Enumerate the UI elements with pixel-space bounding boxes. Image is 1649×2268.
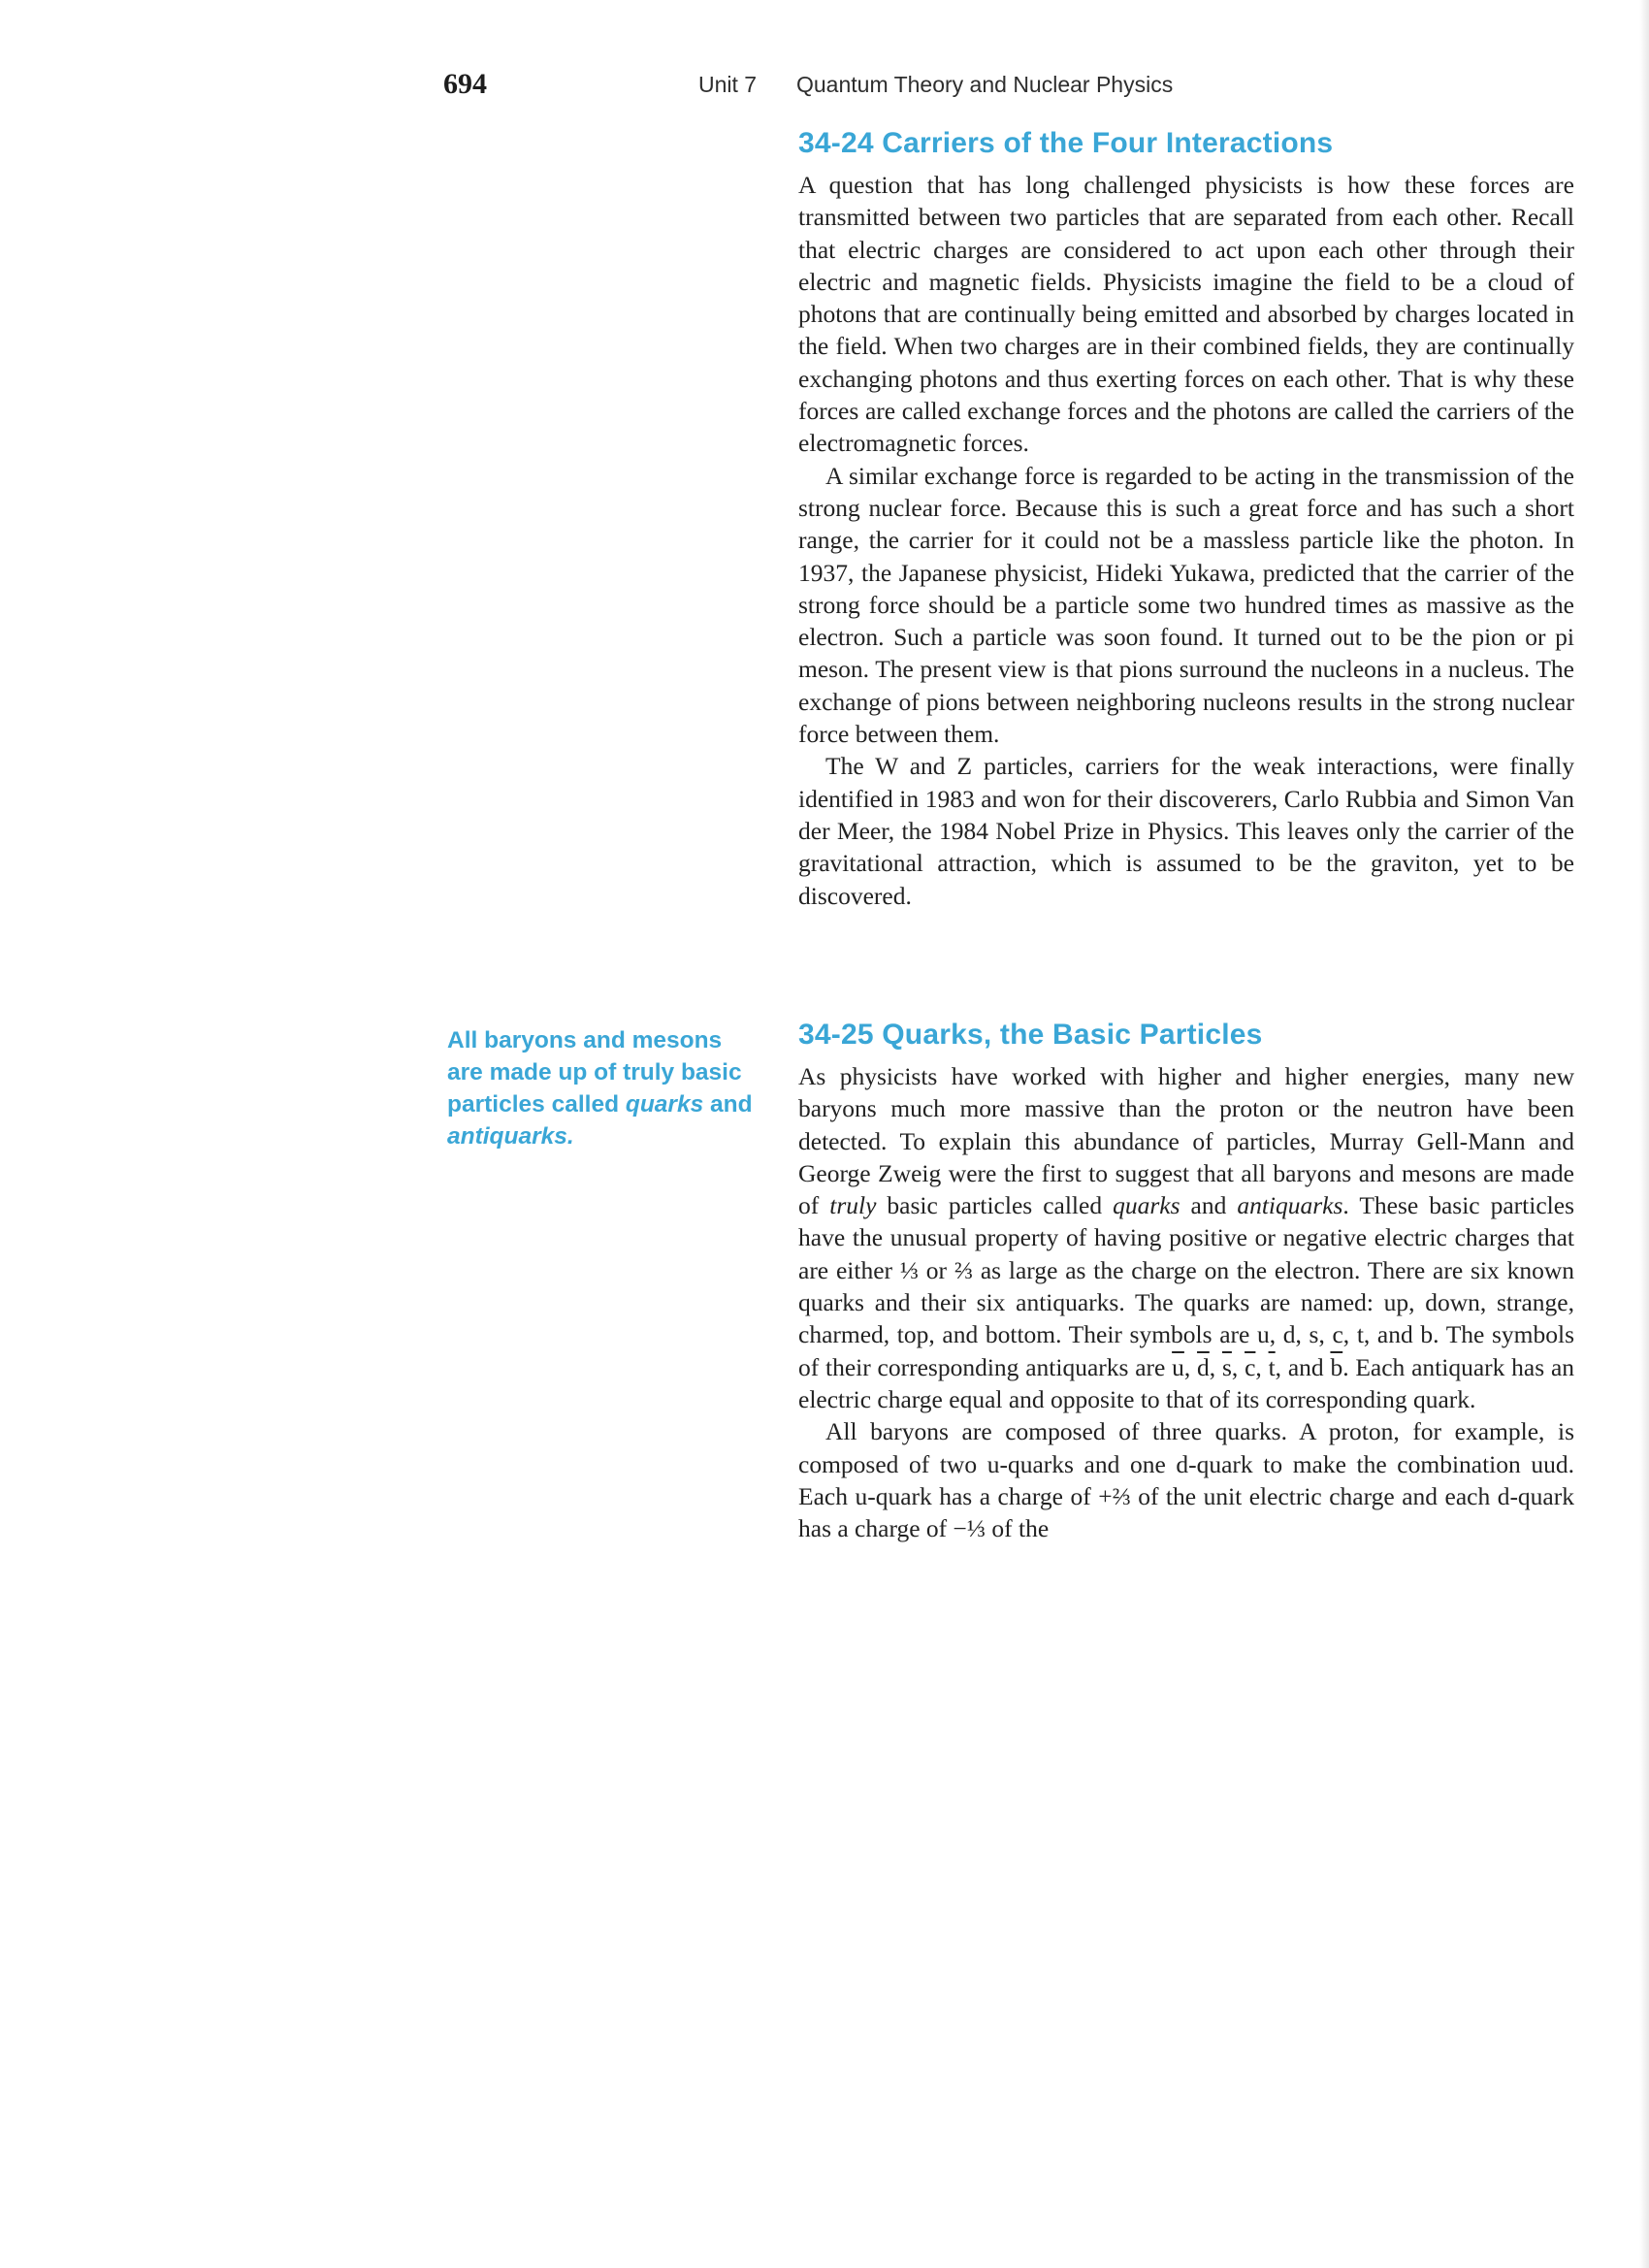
text-run: and bbox=[1180, 1191, 1238, 1220]
unit-label: Unit 7 bbox=[698, 72, 758, 97]
antiquark-symbol: $\overline{t}$ bbox=[1268, 1352, 1276, 1381]
separator: , and bbox=[1275, 1352, 1331, 1381]
paragraph bbox=[798, 1060, 1574, 1415]
antiquark-symbol: $\overline{b}$ bbox=[1330, 1352, 1343, 1381]
text-run: As physicists have worked with higher and higher energies, many new baryons much more massive than the proton or the neutron have been detected. To explain this abundance of particles, Murray Gell-Mann and George Zweig were the first to suggest that all baryons and mesons are made of bbox=[798, 1062, 1574, 1220]
paragraph: The W and Z particles, carriers for the weak interactions, were finally identified in 1983 and won for their discoverers, Carlo Rubbia and Simon Van der Meer, the 1984 Nobel Prize in Physics. This leaves only the carrier of the gravitational attraction, which is assumed to be the graviton, yet to be discovered. bbox=[798, 752, 1574, 910]
text-run: . These basic particles have the unusual property of having positive or negative electric charges that are either ⅓ or ⅔ as large as the charge on the electron. There are six known quarks and their six antiquarks. The quarks are named: up, down, strange, charmed, top, and bottom. Their symbols are u, d, s, c, t, and b. The symbols of their corresponding antiquarks are bbox=[798, 1191, 1574, 1381]
margin-note-quarks: quarks bbox=[625, 1091, 704, 1118]
separator: , bbox=[1255, 1352, 1269, 1381]
margin-note-and: and bbox=[703, 1091, 753, 1118]
paragraph: A similar exchange force is regarded to be acting in the transmission of the strong nuclear force. Because this is such a great force and has such a short range, the carrier for it could not be a massless particle like the photon. In 1937, the Japanese physicist, Hideki Yukawa, predicted that the carrier of the strong force should be a particle some two hundred times as massive as the electron. Such a particle was soon found. It turned out to be the pion or pi meson. The present view is that pions surround the nucleons in a nucleus. The exchange of pions between neighboring nucleons results in the strong nuclear force between them. bbox=[798, 461, 1574, 749]
paragraph: A question that has long challenged physicists is how these forces are transmitted between two particles that are separated from each other. Recall that electric charges are considered to act upon each other through their electric and magnetic fields. Physicists imagine the field to be a cloud of photons that are continually being emitted and absorbed by charges located in the field. When two charges are in their combined fields, they are continually exchanging photons and thus exerting forces on each other. That is why these forces are called exchange forces and the photons are called the carriers of the electromagnetic forces. bbox=[798, 171, 1574, 458]
unit-title: Quantum Theory and Nuclear Physics bbox=[796, 72, 1174, 97]
section-title: 34-24 Carriers of the Four Interactions bbox=[798, 127, 1334, 159]
emphasis-antiquarks: antiquarks bbox=[1237, 1191, 1343, 1220]
section-title: 34-25 Quarks, the Basic Particles bbox=[798, 1019, 1263, 1051]
emphasis-quarks: quarks bbox=[1113, 1191, 1180, 1220]
separator: , bbox=[1209, 1352, 1222, 1381]
margin-note bbox=[447, 1024, 758, 1152]
separator: , bbox=[1231, 1352, 1245, 1381]
page-number: 694 bbox=[443, 68, 487, 100]
paper-edge bbox=[1639, 0, 1649, 2268]
margin-note-antiquarks: antiquarks. bbox=[447, 1123, 574, 1150]
paragraph: All baryons are composed of three quarks. A proton, for example, is composed of two u-quarks and one d-quark to make the combination uud. Each u-quark has a charge of +⅔ of the unit electric charge and each d-quark has a charge of −⅓ of the bbox=[798, 1417, 1574, 1543]
margin-note-text: All baryons and mesons are made up of truly basic particles called bbox=[447, 1027, 742, 1118]
antiquark-symbol: $\overline{d}$ bbox=[1197, 1352, 1210, 1381]
page-header bbox=[0, 64, 1649, 103]
antiquark-symbol: $\overline{c}$ bbox=[1245, 1352, 1256, 1381]
section-carriers bbox=[798, 127, 1574, 912]
text-run: basic particles called bbox=[876, 1191, 1114, 1220]
emphasis-truly: truly bbox=[829, 1191, 877, 1220]
antiquark-symbol: $\overline{u}$ bbox=[1172, 1352, 1184, 1381]
text-run: . Each antiquark has an electric charge equal and opposite to that of its corresponding quark. bbox=[798, 1352, 1575, 1413]
separator: , bbox=[1183, 1352, 1198, 1381]
section-quarks bbox=[798, 1019, 1574, 1544]
antiquark-symbol: $\overline{s}$ bbox=[1221, 1352, 1232, 1381]
